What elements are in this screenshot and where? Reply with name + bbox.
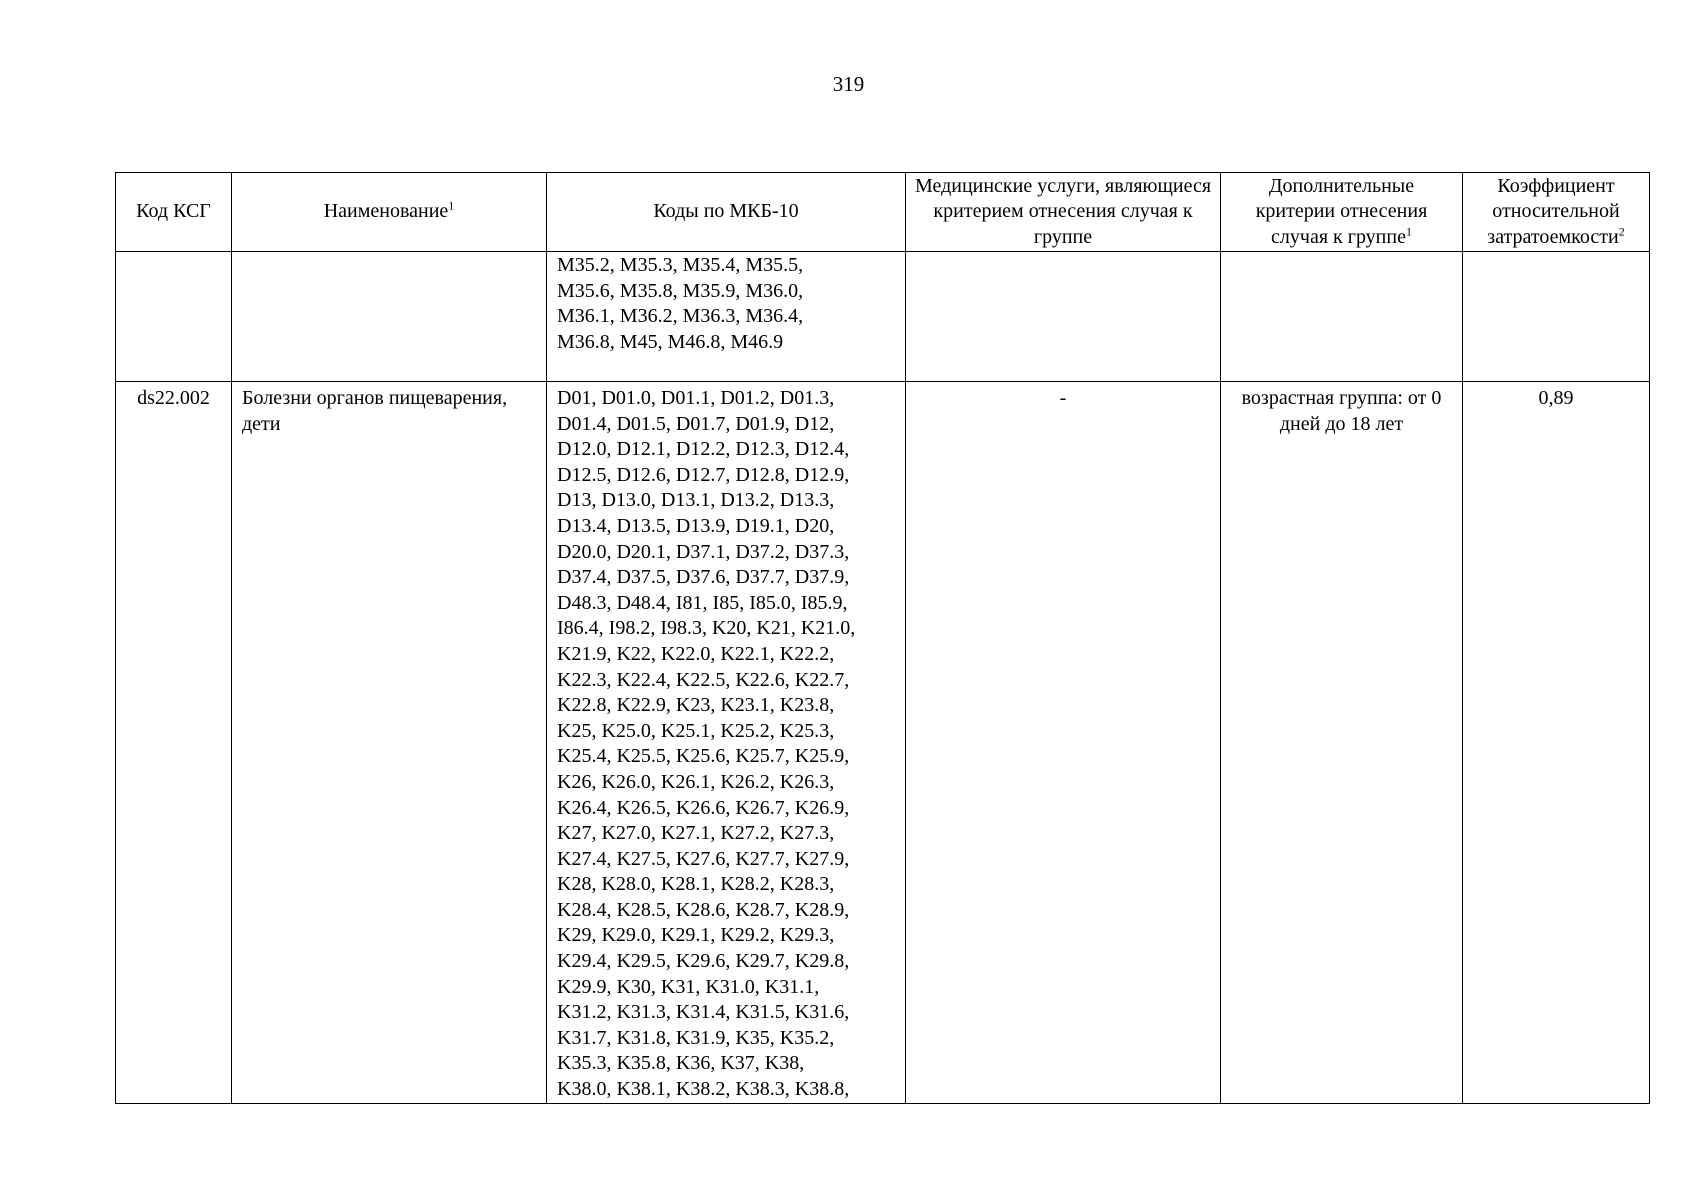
table-row: [116, 252, 1650, 382]
cell-ksg-code: ds22.002: [116, 382, 232, 1104]
header-mkb-codes: Коды по МКБ-10: [547, 173, 906, 252]
cell-additional-criteria: [1221, 252, 1463, 382]
cell-mkb-codes: M35.2, M35.3, M35.4, M35.5, M35.6, M35.8, M35.9, M36.0, M36.1, M36.2, M36.3, M36.4, M36.8, M45, M46.8, M46.9: [547, 252, 906, 382]
cell-cost-coefficient: [1463, 252, 1650, 382]
cell-medical-services: [906, 252, 1221, 382]
table-row: [116, 382, 1650, 1104]
cell-mkb-codes: D01, D01.0, D01.1, D01.2, D01.3, D01.4, D01.5, D01.7, D01.9, D12, D12.0, D12.1, D12.2, D12.3, D12.4, D12.5, D12.6, D12.7, D12.8, D12.9, D13, D13.0, D13.1, D13.2, D13.3, D13.4, D13.5, D13.9, D19.1, D20, D20.0, D20.1, D37.1, D37.2, D37.3, D37.4, D37.5, D37.6, D37.7, D37.9, D48.3, D48.4, I81, I85, I85.0, I85.9, I86.4, I98.2, I98.3, K20, K21, K21.0, K21.9, K22, K22.0, K22.1, K22.2, K22.3, K22.4, K22.5, K22.6, K22.7, K22.8, K22.9, K23, K23.1, K23.8, K25, K25.0, K25.1, K25.2, K25.3, K25.4, K25.5, K25.6, K25.7, K25.9, K26, K26.0, K26.1, K26.2, K26.3, K26.4, K26.5, K26.6, K26.7, K26.9, K27, K27.0, K27.1, K27.2, K27.3, K27.4, K27.5, K27.6, K27.7, K27.9, K28, K28.0, K28.1, K28.2, K28.3, K28.4, K28.5, K28.6, K28.7, K28.9, K29, K29.0, K29.1, K29.2, K29.3, K29.4, K29.5, K29.6, K29.7, K29.8, K29.9, K30, K31, K31.0, K31.1, K31.2, K31.3, K31.4, K31.5, K31.6, K31.7, K31.8, K31.9, K35, K35.2, K35.3, K35.8, K36, K37, K38, K38.0, K38.1, K38.2, K38.3, K38.8,: [547, 382, 906, 1104]
header-additional-criteria: Дополнительные критерии отнесения случая к группе$^1$: [1221, 173, 1463, 252]
ksg-table: [115, 172, 1650, 1104]
cell-additional-criteria: возрастная группа: от 0 дней до 18 лет: [1221, 382, 1463, 1104]
cell-name: [232, 252, 547, 382]
page-number: 319: [832, 72, 865, 96]
header-cost-coefficient: Коэффициент относительной затратоемкости$^2$: [1463, 173, 1650, 252]
cell-name: Болезни органов пищеварения, дети: [232, 382, 547, 1104]
table-header-row: [116, 173, 1650, 252]
cell-medical-services: -: [906, 382, 1221, 1104]
header-name: Наименование$^1$: [232, 173, 547, 252]
cell-cost-coefficient: 0,89: [1463, 382, 1650, 1104]
header-medical-services: Медицинские услуги, являющиеся критерием отнесения случая к группе: [906, 173, 1221, 252]
header-ksg-code: Код КСГ: [116, 173, 232, 252]
cell-ksg-code: [116, 252, 232, 382]
